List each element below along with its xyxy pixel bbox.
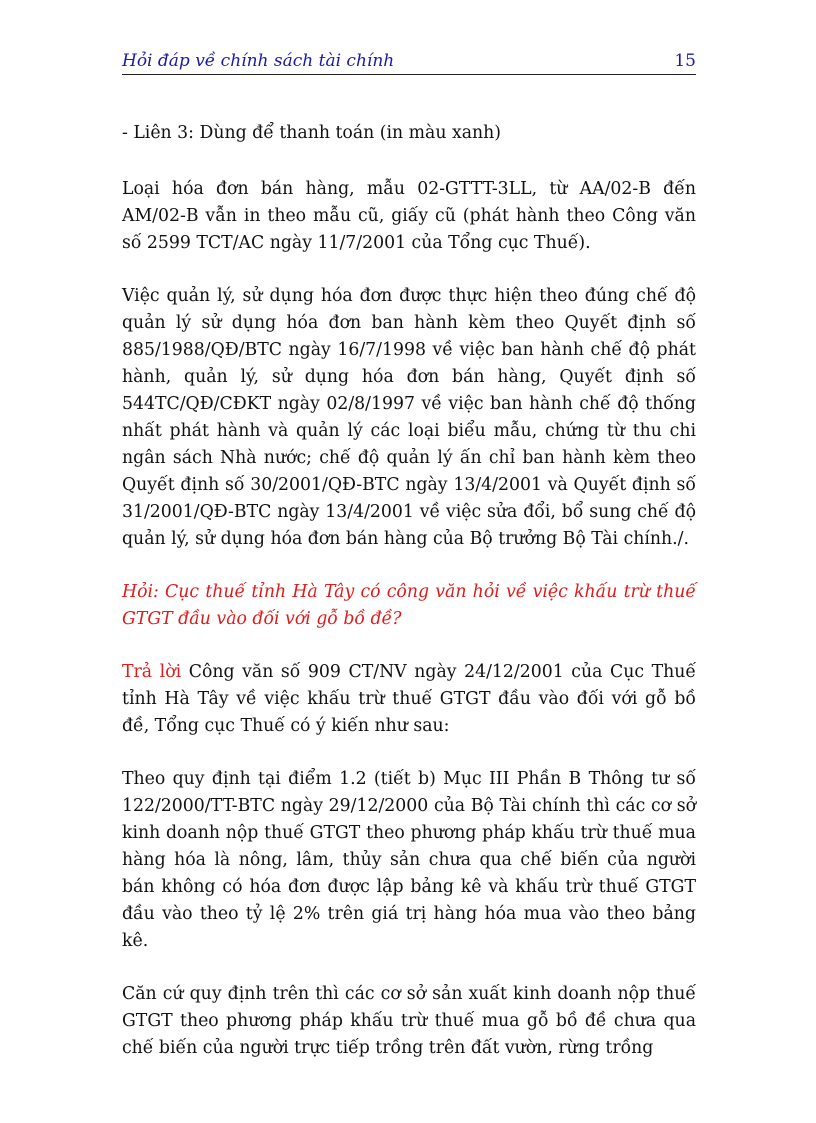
page-body xyxy=(122,120,696,1088)
header-title: Hỏi đáp về chính sách tài chính xyxy=(122,51,395,71)
paragraph-invoice-type: Loại hóa đơn bán hàng, mẫu 02-GTTT-3LL, từ AA/02-B đến AM/02-B vẫn in theo mẫu cũ, giấy cũ (phát hành theo Công văn số 2599 TCT/AC ngày 11/7/2001 của Tổng cục Thuế). xyxy=(122,179,696,253)
question-paragraph: Hỏi: Cục thuế tỉnh Hà Tây có công văn hỏi về việc khấu trừ thuế GTGT đầu vào đối với gỗ bồ đề? xyxy=(122,582,696,629)
paragraph-invoice-management: Việc quản lý, sử dụng hóa đơn được thực hiện theo đúng chế độ quản lý sử dụng hóa đơn ban hành kèm theo Quyết định số 885/1988/QĐ/BTC ngày 16/7/1998 về việc ban hành chế độ phát hành, quản lý, sử dụng hóa đơn bán hàng, Quyết định số 544TC/QĐ/CĐKT ngày 02/8/1997 về việc ban hành chế độ thống nhất phát hành và quản lý các loại biểu mẫu, chứng từ thu chi ngân sách Nhà nước; chế độ quản lý ấn chỉ ban hành kèm theo Quyết định số 30/2001/QĐ-BTC ngày 13/4/2001 và Quyết định số 31/2001/QĐ-BTC ngày 13/4/2001 về việc sửa đổi, bổ sung chế độ quản lý, sử dụng hóa đơn bán hàng của Bộ trưởng Bộ Tài chính./. xyxy=(122,286,696,549)
page-number: 15 xyxy=(674,51,696,71)
answer-text: Công văn số 909 CT/NV ngày 24/12/2001 của Cục Thuế tỉnh Hà Tây về việc khấu trừ thuế GTGT đầu vào đối với gỗ bồ đề, Tổng cục Thuế có ý kiến như sau: xyxy=(122,662,697,736)
answer-label: Trả lời xyxy=(122,662,182,682)
page-header xyxy=(122,50,696,75)
answer-paragraph xyxy=(122,659,696,740)
paragraph-invoice-copy: - Liên 3: Dùng để thanh toán (in màu xanh) xyxy=(122,123,502,143)
paragraph-regulation: Theo quy định tại điểm 1.2 (tiết b) Mục III Phần B Thông tư số 122/2000/TT-BTC ngày 29/12/2000 của Bộ Tài chính thì các cơ sở kinh doanh nộp thuế GTGT theo phương pháp khấu trừ thuế mua hàng hóa là nông, lâm, thủy sản chưa qua chế biến của người bán không có hóa đơn được lập bảng kê và khấu trừ thuế GTGT đầu vào theo tỷ lệ 2% trên giá trị hàng hóa mua vào theo bảng kê. xyxy=(122,769,696,951)
paragraph-conclusion: Căn cứ quy định trên thì các cơ sở sản xuất kinh doanh nộp thuế GTGT theo phương pháp khấu trừ thuế mua gỗ bồ đề chưa qua chế biến của người trực tiếp trồng trên đất vườn, rừng trồng xyxy=(122,984,696,1058)
